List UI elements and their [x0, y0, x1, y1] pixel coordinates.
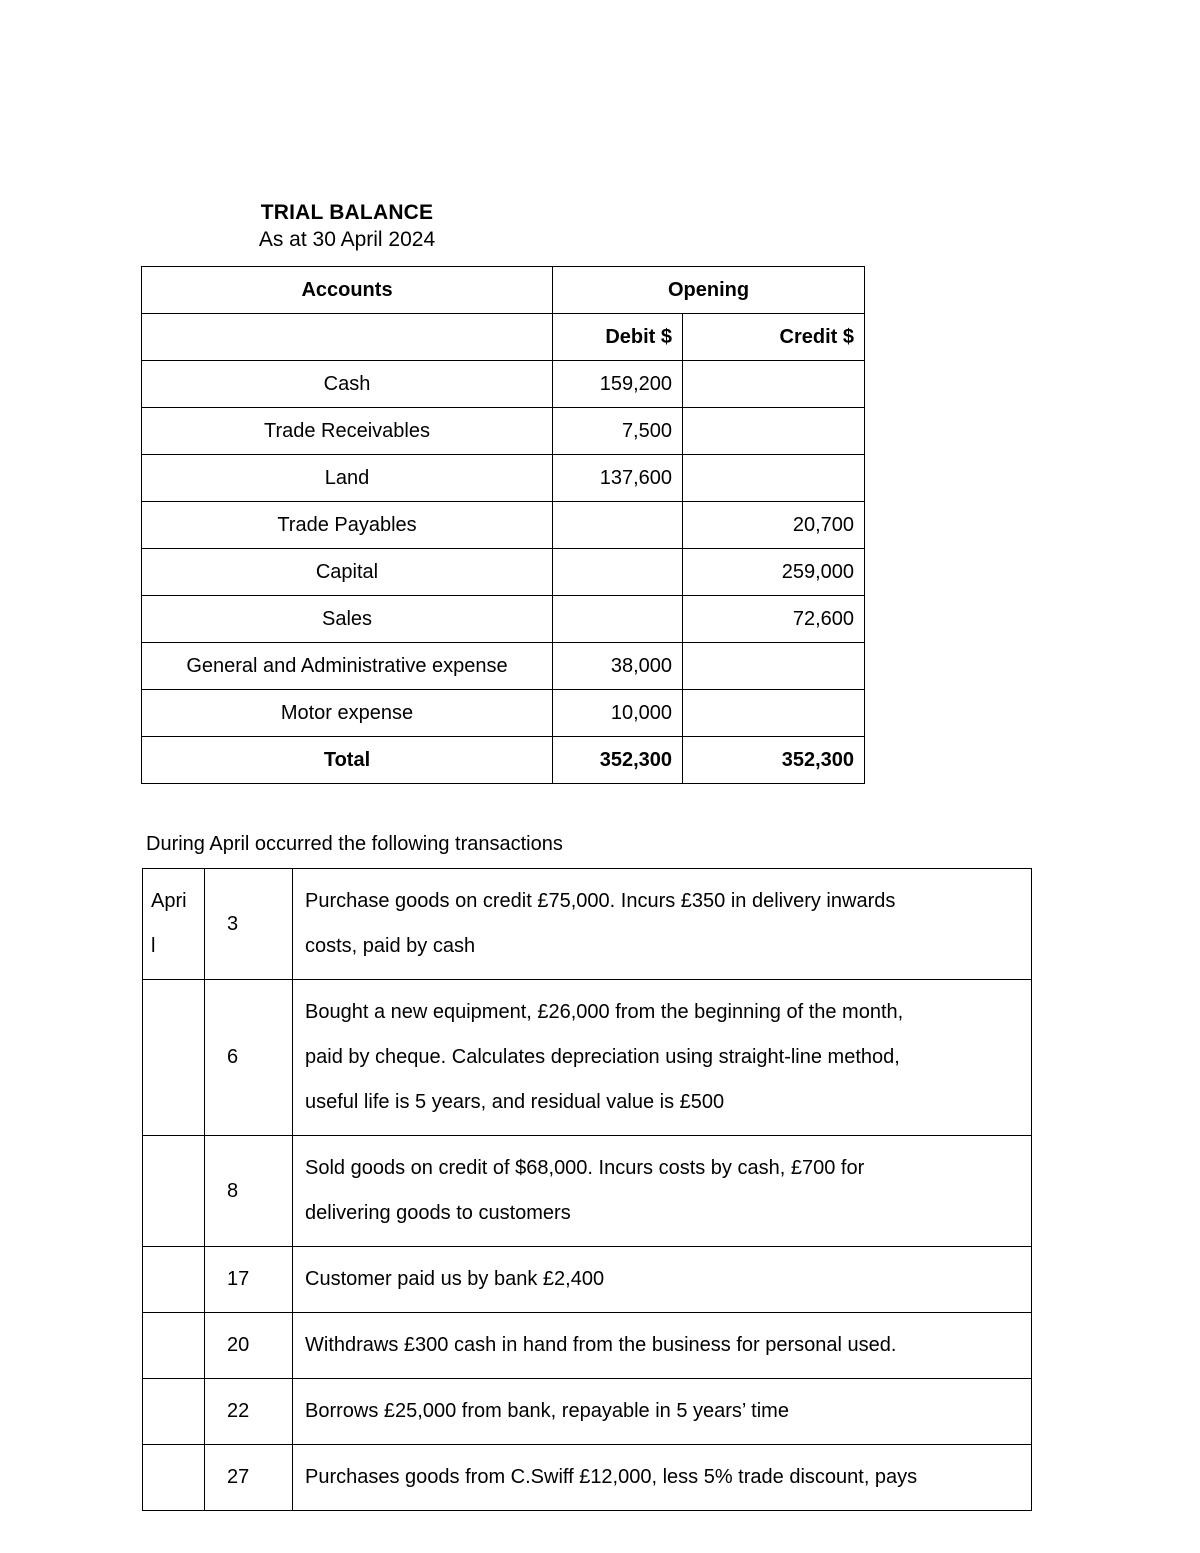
- debit-value: 10,000: [553, 690, 683, 737]
- table-row: [142, 643, 865, 690]
- page-subtitle: As at 30 April 2024: [258, 228, 436, 251]
- month-label-line-2: l: [151, 935, 156, 957]
- column-header-credit: Credit $: [683, 314, 865, 361]
- transaction-day: 6: [205, 980, 293, 1136]
- month-label-cell: [143, 869, 205, 980]
- transactions-table-wrapper: [142, 868, 1031, 1511]
- account-name: Trade Payables: [142, 502, 553, 549]
- column-header-accounts: Accounts: [142, 267, 553, 314]
- total-debit-value: 352,300: [553, 737, 683, 784]
- debit-value: 38,000: [553, 643, 683, 690]
- account-name: General and Administrative expense: [142, 643, 553, 690]
- table-row: [143, 980, 1032, 1136]
- table-row: [143, 1313, 1032, 1379]
- page-title: TRIAL BALANCE: [260, 201, 434, 224]
- month-label-cell-empty: [143, 1313, 205, 1379]
- transactions-intro-text: During April occurred the following transactions: [146, 833, 563, 855]
- description-line: delivering goods to customers: [305, 1202, 571, 1224]
- credit-value: [683, 690, 865, 737]
- table-row: [143, 1247, 1032, 1313]
- trial-balance-table-wrapper: [141, 266, 864, 784]
- description-line: paid by cheque. Calculates depreciation using straight-line method,: [305, 1046, 900, 1068]
- table-total-row: [142, 737, 865, 784]
- debit-value: [553, 502, 683, 549]
- table-row: [142, 549, 865, 596]
- month-label-line-1: Apri: [151, 890, 187, 912]
- subheader-blank-cell: [142, 314, 553, 361]
- table-row: [143, 1445, 1032, 1511]
- table-row: [143, 1136, 1032, 1247]
- table-row: [142, 690, 865, 737]
- credit-value: 20,700: [683, 502, 865, 549]
- account-name: Capital: [142, 549, 553, 596]
- transaction-description: [293, 1247, 1032, 1313]
- total-label: Total: [142, 737, 553, 784]
- description-line: costs, paid by cash: [305, 935, 476, 957]
- month-label-cell-empty: [143, 1379, 205, 1445]
- transaction-description: [293, 1379, 1032, 1445]
- table-row: [142, 455, 865, 502]
- description-line: Purchases goods from C.Swiff £12,000, less 5% trade discount, pays: [305, 1466, 918, 1488]
- account-name: Motor expense: [142, 690, 553, 737]
- credit-value: 259,000: [683, 549, 865, 596]
- credit-value: [683, 643, 865, 690]
- column-header-opening: Opening: [553, 267, 865, 314]
- table-row: [142, 502, 865, 549]
- description-line: Bought a new equipment, £26,000 from the beginning of the month,: [305, 1001, 904, 1023]
- transaction-description: [293, 1136, 1032, 1247]
- transaction-description: [293, 1445, 1032, 1511]
- month-label-cell-empty: [143, 1247, 205, 1313]
- description-line: useful life is 5 years, and residual value is £500: [305, 1091, 725, 1113]
- description-line: Sold goods on credit of $68,000. Incurs costs by cash, £700 for: [305, 1157, 865, 1179]
- total-credit-value: 352,300: [683, 737, 865, 784]
- transactions-table: [142, 868, 1032, 1511]
- description-line: Borrows £25,000 from bank, repayable in 5 years’ time: [305, 1400, 789, 1422]
- debit-value: 137,600: [553, 455, 683, 502]
- credit-value: [683, 455, 865, 502]
- table-row: [142, 596, 865, 643]
- month-label-cell-empty: [143, 1445, 205, 1511]
- description-line: Customer paid us by bank £2,400: [305, 1268, 605, 1290]
- description-line: Withdraws £300 cash in hand from the business for personal used.: [305, 1334, 897, 1356]
- document-title-block: [141, 200, 553, 254]
- debit-value: [553, 549, 683, 596]
- transaction-description: [293, 980, 1032, 1136]
- month-label-cell-empty: [143, 980, 205, 1136]
- debit-value: [553, 596, 683, 643]
- debit-value: 7,500: [553, 408, 683, 455]
- transaction-day: 27: [205, 1445, 293, 1511]
- transaction-day: 17: [205, 1247, 293, 1313]
- account-name: Sales: [142, 596, 553, 643]
- description-line: Purchase goods on credit £75,000. Incurs £350 in delivery inwards: [305, 890, 896, 912]
- account-name: Land: [142, 455, 553, 502]
- credit-value: [683, 361, 865, 408]
- trial-balance-table: [141, 266, 865, 784]
- account-name: Cash: [142, 361, 553, 408]
- column-header-debit: Debit $: [553, 314, 683, 361]
- table-row: [142, 408, 865, 455]
- table-row: [143, 869, 1032, 980]
- transaction-day: 22: [205, 1379, 293, 1445]
- transaction-description: [293, 1313, 1032, 1379]
- account-name: Trade Receivables: [142, 408, 553, 455]
- transaction-day: 8: [205, 1136, 293, 1247]
- table-row: [142, 361, 865, 408]
- debit-value: 159,200: [553, 361, 683, 408]
- transaction-day: 3: [205, 869, 293, 980]
- transaction-description: [293, 869, 1032, 980]
- table-row: [143, 1379, 1032, 1445]
- table-subheader-row: [142, 314, 865, 361]
- transaction-day: 20: [205, 1313, 293, 1379]
- credit-value: 72,600: [683, 596, 865, 643]
- table-header-row: [142, 267, 865, 314]
- credit-value: [683, 408, 865, 455]
- month-label-cell-empty: [143, 1136, 205, 1247]
